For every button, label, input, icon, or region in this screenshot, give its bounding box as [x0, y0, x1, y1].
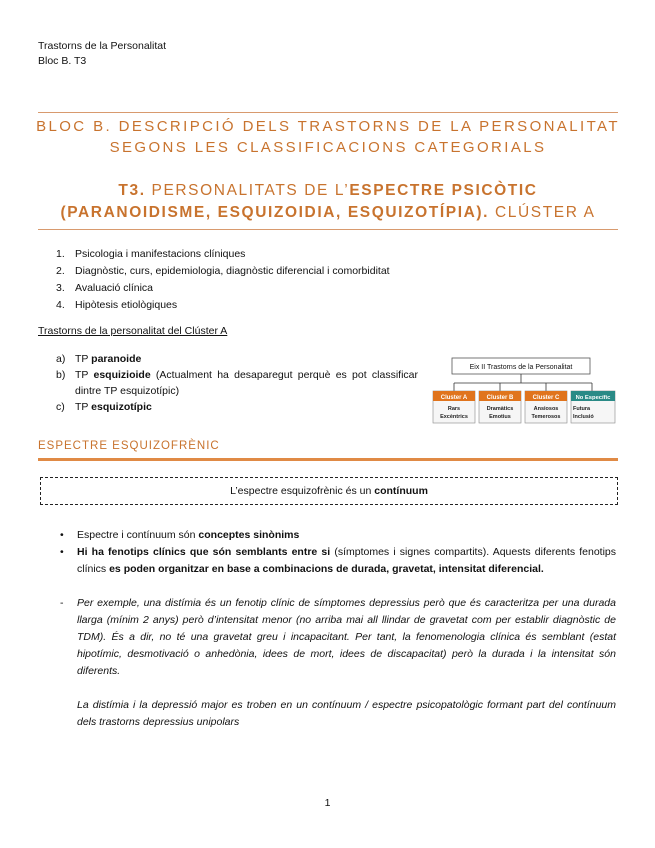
- svg-text:Cluster B: Cluster B: [486, 395, 514, 401]
- list-item: • Espectre i contínuum són conceptes sinònims: [60, 529, 300, 541]
- svg-text:Ansiosos: Ansiosos: [533, 406, 559, 412]
- section-underline: [38, 458, 618, 461]
- example-dash: -: [60, 597, 64, 609]
- divider: [38, 112, 618, 113]
- example-paragraph: Per exemple, una distímia és un fenotip clínic de símptomes depressius però que és caracteritza per una durada llarga (mínim 2 anys) però d’intensitat menor (no arriba mai all llindar de gravetat com per establir diagnòstic de TDM). És a dir, no té una gravetat greu i incapacitant. Per tant, la fenomenologia clínica és semblant (estat hipotímic, desmotivació o anhedònia, idees de mort, idees de discapacitat) però la durada i la intensitat són diferents.: [77, 597, 616, 677]
- svg-text:Inclusió: Inclusió: [573, 414, 594, 420]
- header-subtitle: Bloc B. T3: [38, 55, 87, 67]
- example-paragraph: La distímia i la depressió major es troben en un contínuum / espectre psicopatològic formant part del contínuum dels trastorns depressius unipolars: [77, 699, 616, 728]
- list-item: b) TP esquizioide (Actualment ha desaparegut perquè es pot classificar dintre TP esquizotípic): [56, 369, 418, 397]
- personality-cluster-diagram: [432, 356, 616, 426]
- header-title: Trastorns de la Personalitat: [38, 40, 167, 52]
- diagram-box-cluster-b: [479, 391, 521, 423]
- example-block: [60, 595, 616, 731]
- bloc-title-line1: BLOC B. DESCRIPCIÓ DELS TRASTORNS DE LA PERSONALITAT: [36, 118, 620, 135]
- divider: [38, 229, 618, 230]
- topic-title-part2: CLÚSTER A: [489, 204, 596, 221]
- diagram-box-cluster-c: [525, 391, 567, 423]
- list-item: c) TP esquizotípic: [56, 401, 152, 413]
- svg-text:Excèntrics: Excèntrics: [440, 414, 468, 420]
- list-item: • Hi ha fenotips clínics que són semblants entre si (símptomes i signes compartits). Aquests diferents fenotips clínics es poden organitzar en base a combinacions de durada, gravetat, intensitat diferencial.: [60, 546, 616, 575]
- list-item: a) TP paranoide: [56, 353, 142, 365]
- diagram-box-cluster-a: [433, 391, 475, 423]
- cluster-list: [56, 351, 418, 415]
- list-item: 3. Avaluació clínica: [56, 282, 154, 294]
- cluster-heading: Trastorns de la personalitat del Clúster A: [38, 325, 228, 337]
- diagram-root-label: Eix II Trastorns de la Personalitat: [469, 364, 573, 371]
- bloc-title: [30, 116, 626, 158]
- topic-number: T3.: [118, 182, 146, 199]
- topic-title-part1: PERSONALITATS DE L’: [145, 182, 350, 199]
- svg-text:No Específic: No Específic: [575, 395, 611, 401]
- svg-text:Cluster C: Cluster C: [532, 395, 560, 401]
- svg-text:Futura: Futura: [573, 406, 591, 412]
- page-number: 1: [324, 797, 331, 809]
- svg-text:Temerosos: Temerosos: [531, 414, 561, 420]
- bloc-title-line2: SEGONS LES CLASSIFICACIONS CATEGORIALS: [109, 139, 547, 156]
- list-item: 2. Diagnòstic, curs, epidemiologia, diagnòstic diferencial i comorbiditat: [56, 265, 390, 277]
- topic-title-bold1: ESPECTRE PSICÒTIC: [349, 182, 538, 199]
- svg-text:Emotius: Emotius: [489, 414, 511, 420]
- bullet-list: [60, 527, 616, 578]
- topic-index: [56, 246, 390, 314]
- section-heading: ESPECTRE ESQUIZOFRÈNIC: [38, 440, 220, 452]
- list-item: 4. Hipòtesis etiològiques: [56, 299, 178, 311]
- svg-text:Cluster A: Cluster A: [440, 395, 468, 401]
- diagram-box-no-especific: [571, 391, 615, 423]
- topic-title-bold2: (PARANOIDISME, ESQUIZOIDIA, ESQUIZOTÍPIA).: [60, 204, 490, 221]
- running-header: [38, 39, 166, 69]
- svg-text:Rars: Rars: [447, 406, 461, 412]
- list-item: 1. Psicologia i manifestacions clíniques: [56, 248, 246, 260]
- svg-text:Dramàtics: Dramàtics: [486, 406, 514, 412]
- definition-box: L’espectre esquizofrènic és un contínuum: [40, 477, 618, 505]
- topic-title: [30, 180, 626, 224]
